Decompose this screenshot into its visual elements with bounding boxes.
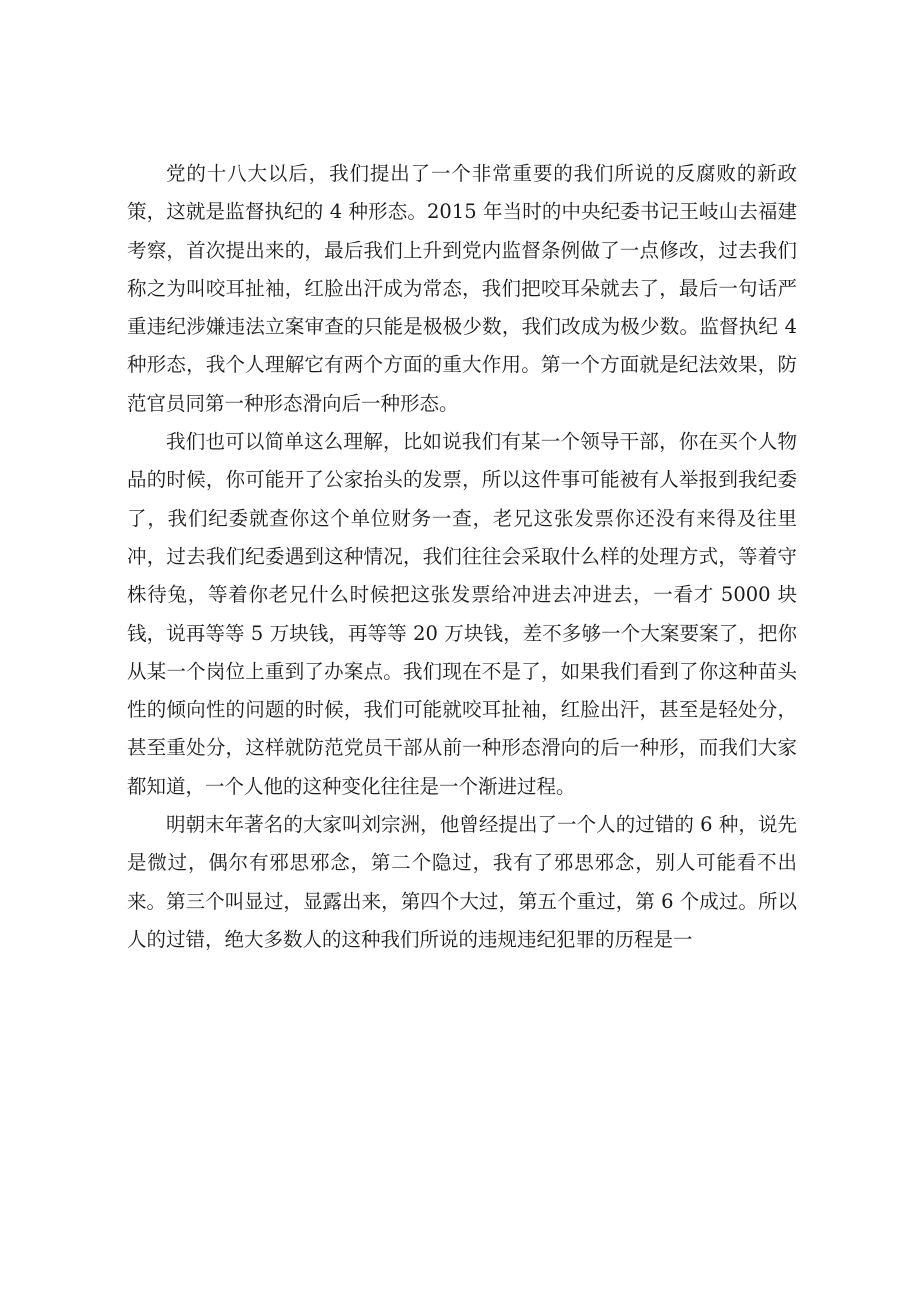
paragraph-1: 党的十八大以后，我们提出了一个非常重要的我们所说的反腐败的新政策，这就是监督执纪的 4 种形态。2015 年当时的中央纪委书记王岐山去福建考察，首次提出来的，最后我们上升到党内监督条例做了一点修改，过去我们称之为叫咬耳扯袖，红脸出汗成为常态，我们把咬耳朵就去了，最后一句话严重违纪涉嫌违法立案审查的只能是极极少数，我们改成为极少数。监督执纪 4 种形态，我个人理解它有两个方面的重大作用。第一个方面就是纪法效果，防范官员同第一种形态滑向后一种形态。 [127,162,797,415]
paragraph-3: 明朝末年著名的大家叫刘宗洲，他曾经提出了一个人的过错的 6 种，说先是微过，偶尔有邪思邪念，第二个隐过，我有了邪思邪念，别人可能看不出来。第三个叫显过，显露出来，第四个大过，第五个重过，第 6 个成过。所以人的过错，绝大多数人的这种我们所说的违规违纪犯罪的历程是一 [127,813,797,951]
document-body [127,155,797,959]
paragraph-2: 我们也可以简单这么理解，比如说我们有某一个领导干部，你在买个人物品的时候，你可能开了公家抬头的发票，所以这件事可能被有人举报到我纪委了，我们纪委就查你这个单位财务一查，老兄这张发票你还没有来得及往里冲，过去我们纪委遇到这种情况，我们往往会采取什么样的处理方式，等着守株待兔，等着你老兄什么时候把这张发票给冲进去冲进去，一看才 5000 块钱，说再等等 5 万块钱，再等等 20 万块钱，差不多够一个大案要案了，把你从某一个岗位上重到了办案点。我们现在不是了，如果我们看到了你这种苗头性的倾向性的问题的时候，我们可能就咬耳扯袖，红脸出汗，甚至是轻处分，甚至重处分，这样就防范党员干部从前一种形态滑向的后一种形，而我们大家都知道，一个人他的这种变化往往是一个渐进过程。 [127,430,797,798]
